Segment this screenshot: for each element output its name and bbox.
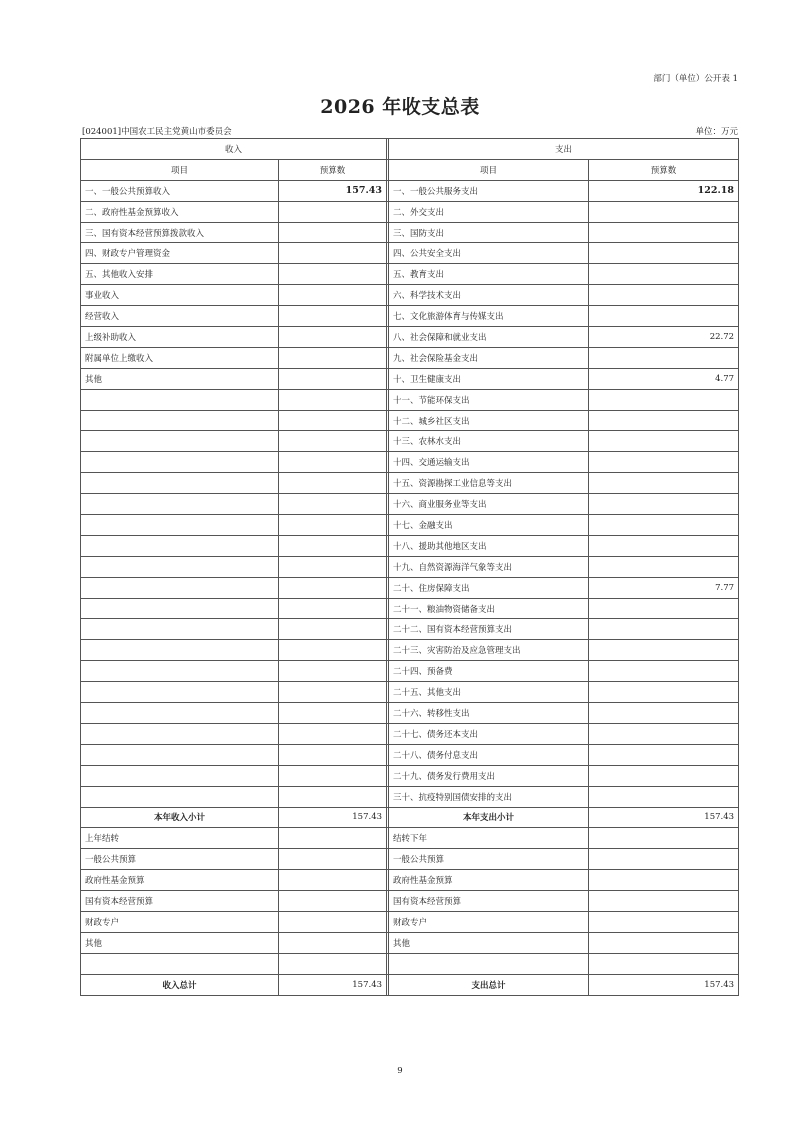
income-amount bbox=[279, 285, 387, 306]
income-amount bbox=[279, 556, 387, 577]
expense-amount bbox=[589, 264, 739, 285]
income-item bbox=[81, 515, 279, 536]
table-row bbox=[81, 744, 739, 765]
expense-amount bbox=[589, 619, 739, 640]
expense-amount bbox=[589, 431, 739, 452]
income-item bbox=[81, 744, 279, 765]
expense-amount bbox=[589, 201, 739, 222]
income-item bbox=[81, 431, 279, 452]
expense-amount bbox=[589, 285, 739, 306]
table-row bbox=[81, 619, 739, 640]
subtotal-row bbox=[81, 807, 739, 828]
table-row bbox=[81, 347, 739, 368]
expense-item: 十五、资源勘探工业信息等支出 bbox=[389, 473, 589, 494]
income-amount bbox=[279, 368, 387, 389]
income-item bbox=[81, 703, 279, 724]
carry-expense-item bbox=[389, 953, 589, 974]
income-item bbox=[81, 452, 279, 473]
income-item bbox=[81, 661, 279, 682]
expense-item: 二十九、债务发行费用支出 bbox=[389, 765, 589, 786]
table-row bbox=[81, 285, 739, 306]
expense-item: 二、外交支出 bbox=[389, 201, 589, 222]
income-amount bbox=[279, 452, 387, 473]
expense-item: 三、国防支出 bbox=[389, 222, 589, 243]
expense-subtotal-amount: 157.43 bbox=[589, 807, 739, 828]
expense-amount bbox=[589, 723, 739, 744]
income-amount bbox=[279, 535, 387, 556]
income-item bbox=[81, 723, 279, 744]
income-total-label: 收入总计 bbox=[81, 974, 279, 995]
income-item: 上级补助收入 bbox=[81, 327, 279, 348]
expense-item: 十四、交通运输支出 bbox=[389, 452, 589, 473]
expense-item: 九、社会保险基金支出 bbox=[389, 347, 589, 368]
income-amount bbox=[279, 661, 387, 682]
expense-amount bbox=[589, 243, 739, 264]
carry-expense-amount bbox=[589, 828, 739, 849]
carry-row bbox=[81, 849, 739, 870]
income-item bbox=[81, 682, 279, 703]
carry-income-item: 其他 bbox=[81, 932, 279, 953]
income-item: 二、政府性基金预算收入 bbox=[81, 201, 279, 222]
expense-amount bbox=[589, 473, 739, 494]
expense-amount bbox=[589, 765, 739, 786]
expense-amount bbox=[589, 222, 739, 243]
column-header-row bbox=[81, 159, 739, 180]
expense-item-header: 项目 bbox=[389, 159, 589, 180]
expense-item: 十一、节能环保支出 bbox=[389, 389, 589, 410]
budget-summary-table bbox=[80, 138, 739, 996]
expense-item: 十七、金融支出 bbox=[389, 515, 589, 536]
income-amount bbox=[279, 389, 387, 410]
income-item bbox=[81, 494, 279, 515]
carry-income-item: 一般公共预算 bbox=[81, 849, 279, 870]
income-item-header: 项目 bbox=[81, 159, 279, 180]
expense-amount bbox=[589, 306, 739, 327]
table-row bbox=[81, 410, 739, 431]
table-row bbox=[81, 723, 739, 744]
table-row bbox=[81, 368, 739, 389]
income-item bbox=[81, 556, 279, 577]
expense-item: 二十七、债务还本支出 bbox=[389, 723, 589, 744]
income-item bbox=[81, 598, 279, 619]
income-amount bbox=[279, 577, 387, 598]
income-item bbox=[81, 640, 279, 661]
income-item: 事业收入 bbox=[81, 285, 279, 306]
expense-item: 一、一般公共服务支出 bbox=[389, 180, 589, 201]
table-row bbox=[81, 243, 739, 264]
expense-item: 二十二、国有资本经营预算支出 bbox=[389, 619, 589, 640]
carry-expense-amount bbox=[589, 870, 739, 891]
income-item: 经营收入 bbox=[81, 306, 279, 327]
income-amount bbox=[279, 703, 387, 724]
table-row bbox=[81, 556, 739, 577]
income-total-amount: 157.43 bbox=[279, 974, 387, 995]
department-name: [024001]中国农工民主党黄山市委员会 bbox=[82, 127, 232, 137]
income-subtotal-label: 本年收入小计 bbox=[81, 807, 279, 828]
income-amount bbox=[279, 786, 387, 807]
income-item bbox=[81, 765, 279, 786]
expense-item: 二十、住房保障支出 bbox=[389, 577, 589, 598]
income-amount bbox=[279, 598, 387, 619]
expense-item: 八、社会保障和就业支出 bbox=[389, 327, 589, 348]
table-row bbox=[81, 494, 739, 515]
table-row bbox=[81, 201, 739, 222]
expense-amount bbox=[589, 786, 739, 807]
expense-amount bbox=[589, 556, 739, 577]
income-amount bbox=[279, 744, 387, 765]
table-row bbox=[81, 222, 739, 243]
carry-income-amount bbox=[279, 891, 387, 912]
income-item: 四、财政专户管理资金 bbox=[81, 243, 279, 264]
expense-item: 二十一、粮油物资储备支出 bbox=[389, 598, 589, 619]
carry-expense-amount bbox=[589, 891, 739, 912]
carry-expense-item: 国有资本经营预算 bbox=[389, 891, 589, 912]
expense-item: 六、科学技术支出 bbox=[389, 285, 589, 306]
carry-expense-item: 结转下年 bbox=[389, 828, 589, 849]
carry-income-item: 国有资本经营预算 bbox=[81, 891, 279, 912]
expense-item: 二十六、转移性支出 bbox=[389, 703, 589, 724]
income-amount bbox=[279, 222, 387, 243]
income-amount bbox=[279, 473, 387, 494]
table-row bbox=[81, 473, 739, 494]
income-item bbox=[81, 473, 279, 494]
income-item bbox=[81, 577, 279, 598]
carry-row bbox=[81, 870, 739, 891]
expense-amount bbox=[589, 389, 739, 410]
table-row bbox=[81, 327, 739, 348]
expense-amount bbox=[589, 347, 739, 368]
expense-item: 十六、商业服务业等支出 bbox=[389, 494, 589, 515]
table-row bbox=[81, 431, 739, 452]
expense-amount bbox=[589, 682, 739, 703]
income-amount bbox=[279, 327, 387, 348]
table-row bbox=[81, 765, 739, 786]
expense-amount bbox=[589, 410, 739, 431]
table-row bbox=[81, 661, 739, 682]
expense-item: 五、教育支出 bbox=[389, 264, 589, 285]
carry-expense-amount bbox=[589, 911, 739, 932]
carry-income-amount bbox=[279, 932, 387, 953]
expense-item: 十二、城乡社区支出 bbox=[389, 410, 589, 431]
income-group-header: 收入 bbox=[81, 139, 387, 160]
income-item bbox=[81, 410, 279, 431]
expense-item: 十九、自然资源海洋气象等支出 bbox=[389, 556, 589, 577]
table-row bbox=[81, 598, 739, 619]
expense-item: 二十三、灾害防治及应急管理支出 bbox=[389, 640, 589, 661]
income-amount bbox=[279, 494, 387, 515]
income-amount-header: 预算数 bbox=[279, 159, 387, 180]
table-row bbox=[81, 786, 739, 807]
table-row bbox=[81, 515, 739, 536]
income-amount bbox=[279, 723, 387, 744]
total-row bbox=[81, 974, 739, 995]
expense-amount: 22.72 bbox=[589, 327, 739, 348]
expense-amount bbox=[589, 661, 739, 682]
table-id: 部门（单位）公开表 1 bbox=[653, 74, 738, 84]
unit-label: 单位：万元 bbox=[695, 127, 738, 137]
carry-income-amount bbox=[279, 828, 387, 849]
income-amount bbox=[279, 243, 387, 264]
expense-item: 四、公共安全支出 bbox=[389, 243, 589, 264]
expense-amount: 4.77 bbox=[589, 368, 739, 389]
expense-amount bbox=[589, 703, 739, 724]
carry-expense-item: 其他 bbox=[389, 932, 589, 953]
income-item bbox=[81, 389, 279, 410]
page-title: 2026 年收支总表 bbox=[320, 96, 480, 118]
expense-item: 十八、援助其他地区支出 bbox=[389, 535, 589, 556]
income-item: 三、国有资本经营预算拨款收入 bbox=[81, 222, 279, 243]
expense-amount bbox=[589, 640, 739, 661]
carry-income-item: 政府性基金预算 bbox=[81, 870, 279, 891]
carry-row bbox=[81, 891, 739, 912]
income-amount bbox=[279, 765, 387, 786]
income-item: 其他 bbox=[81, 368, 279, 389]
carry-income-amount bbox=[279, 953, 387, 974]
table-row bbox=[81, 682, 739, 703]
expense-amount: 122.18 bbox=[589, 180, 739, 201]
page-number: 9 bbox=[397, 1066, 403, 1076]
income-item: 附属单位上缴收入 bbox=[81, 347, 279, 368]
income-item bbox=[81, 786, 279, 807]
expense-total-amount: 157.43 bbox=[589, 974, 739, 995]
income-amount bbox=[279, 264, 387, 285]
expense-group-header: 支出 bbox=[389, 139, 739, 160]
carry-income-amount bbox=[279, 870, 387, 891]
carry-expense-item: 一般公共预算 bbox=[389, 849, 589, 870]
table-row bbox=[81, 306, 739, 327]
expense-amount-header: 预算数 bbox=[589, 159, 739, 180]
expense-amount bbox=[589, 515, 739, 536]
table-row bbox=[81, 180, 739, 201]
carry-income-item: 财政专户 bbox=[81, 911, 279, 932]
income-amount bbox=[279, 347, 387, 368]
income-amount bbox=[279, 640, 387, 661]
expense-amount bbox=[589, 535, 739, 556]
carry-income-item bbox=[81, 953, 279, 974]
income-amount bbox=[279, 201, 387, 222]
carry-income-amount bbox=[279, 849, 387, 870]
carry-row bbox=[81, 911, 739, 932]
income-amount bbox=[279, 306, 387, 327]
expense-subtotal-label: 本年支出小计 bbox=[389, 807, 589, 828]
income-item bbox=[81, 619, 279, 640]
carry-row bbox=[81, 828, 739, 849]
expense-item: 二十五、其他支出 bbox=[389, 682, 589, 703]
expense-item: 二十四、预备费 bbox=[389, 661, 589, 682]
carry-expense-item: 政府性基金预算 bbox=[389, 870, 589, 891]
expense-amount bbox=[589, 452, 739, 473]
expense-amount bbox=[589, 494, 739, 515]
expense-amount bbox=[589, 598, 739, 619]
table-row bbox=[81, 535, 739, 556]
table-row bbox=[81, 577, 739, 598]
income-item: 五、其他收入安排 bbox=[81, 264, 279, 285]
carry-row bbox=[81, 932, 739, 953]
table-row bbox=[81, 264, 739, 285]
table-row bbox=[81, 452, 739, 473]
table-row bbox=[81, 703, 739, 724]
carry-expense-amount bbox=[589, 932, 739, 953]
carry-expense-amount bbox=[589, 953, 739, 974]
income-amount bbox=[279, 410, 387, 431]
income-item: 一、一般公共预算收入 bbox=[81, 180, 279, 201]
carry-income-amount bbox=[279, 911, 387, 932]
income-subtotal-amount: 157.43 bbox=[279, 807, 387, 828]
expense-item: 十三、农林水支出 bbox=[389, 431, 589, 452]
income-amount bbox=[279, 431, 387, 452]
table-row bbox=[81, 640, 739, 661]
income-item bbox=[81, 535, 279, 556]
income-amount bbox=[279, 682, 387, 703]
income-amount bbox=[279, 515, 387, 536]
carry-row bbox=[81, 953, 739, 974]
expense-item: 七、文化旅游体育与传媒支出 bbox=[389, 306, 589, 327]
income-amount: 157.43 bbox=[279, 180, 387, 201]
expense-item: 二十八、债务付息支出 bbox=[389, 744, 589, 765]
table-row bbox=[81, 389, 739, 410]
expense-item: 十、卫生健康支出 bbox=[389, 368, 589, 389]
carry-expense-item: 财政专户 bbox=[389, 911, 589, 932]
group-header-row bbox=[81, 139, 739, 160]
expense-amount: 7.77 bbox=[589, 577, 739, 598]
expense-total-label: 支出总计 bbox=[389, 974, 589, 995]
income-amount bbox=[279, 619, 387, 640]
expense-item: 三十、抗疫特别国债安排的支出 bbox=[389, 786, 589, 807]
carry-income-item: 上年结转 bbox=[81, 828, 279, 849]
carry-expense-amount bbox=[589, 849, 739, 870]
expense-amount bbox=[589, 744, 739, 765]
